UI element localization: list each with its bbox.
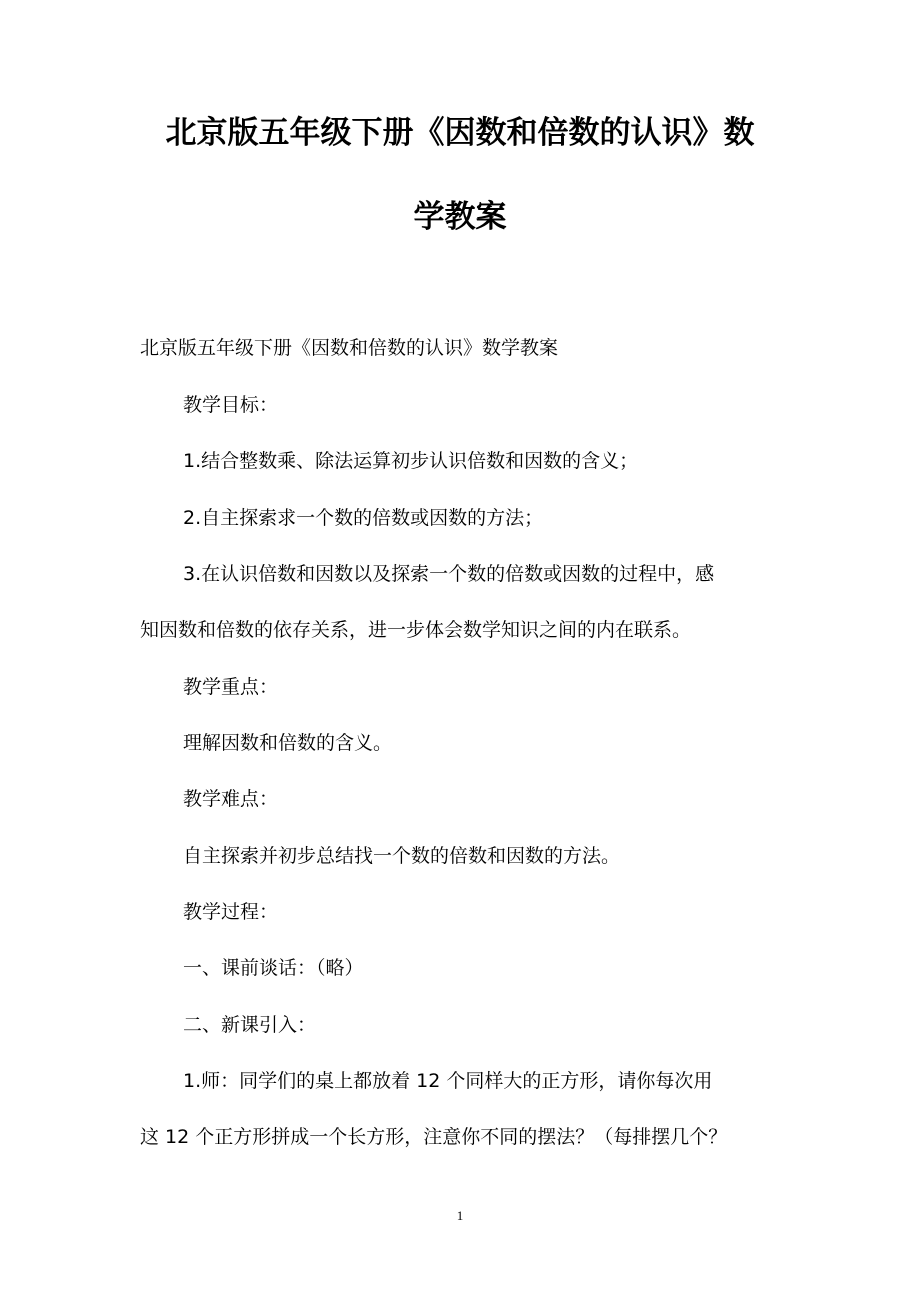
- paragraph-line: 1.结合整数乘、除法运算初步认识倍数和因数的含义；: [183, 450, 639, 472]
- paragraph-line: 知因数和倍数的依存关系，进一步体会数学知识之间的内在联系。: [140, 619, 692, 641]
- section-heading-key-points: 教学重点：: [183, 676, 279, 698]
- section-heading-process: 教学过程：: [183, 901, 279, 923]
- paragraph-line: 二、新课引入：: [183, 1014, 317, 1036]
- document-title-line-2: 学教案: [413, 199, 507, 235]
- paragraph-line: 这 12 个正方形拼成一个长方形，注意你不同的摆法？（每排摆几个？: [140, 1126, 728, 1148]
- paragraph-line: 2.自主探索求一个数的倍数或因数的方法；: [183, 507, 544, 529]
- document-title-line-1: 北京版五年级下册《因数和倍数的认识》数: [165, 115, 755, 151]
- section-heading-difficulties: 教学难点：: [183, 788, 279, 810]
- section-heading-goals: 教学目标：: [183, 394, 279, 416]
- paragraph-line: 1.师：同学们的桌上都放着 12 个同样大的正方形，请你每次用: [183, 1070, 713, 1092]
- subtitle-line: 北京版五年级下册《因数和倍数的认识》数学教案: [140, 337, 559, 359]
- paragraph-line: 自主探索并初步总结找一个数的倍数和因数的方法。: [183, 845, 621, 867]
- paragraph-line: 3.在认识倍数和因数以及探索一个数的倍数或因数的过程中，感: [183, 563, 715, 585]
- paragraph-line: 理解因数和倍数的含义。: [183, 732, 393, 754]
- page-number: 1: [456, 1208, 464, 1223]
- paragraph-line: 一、课前谈话：（略）: [183, 957, 364, 979]
